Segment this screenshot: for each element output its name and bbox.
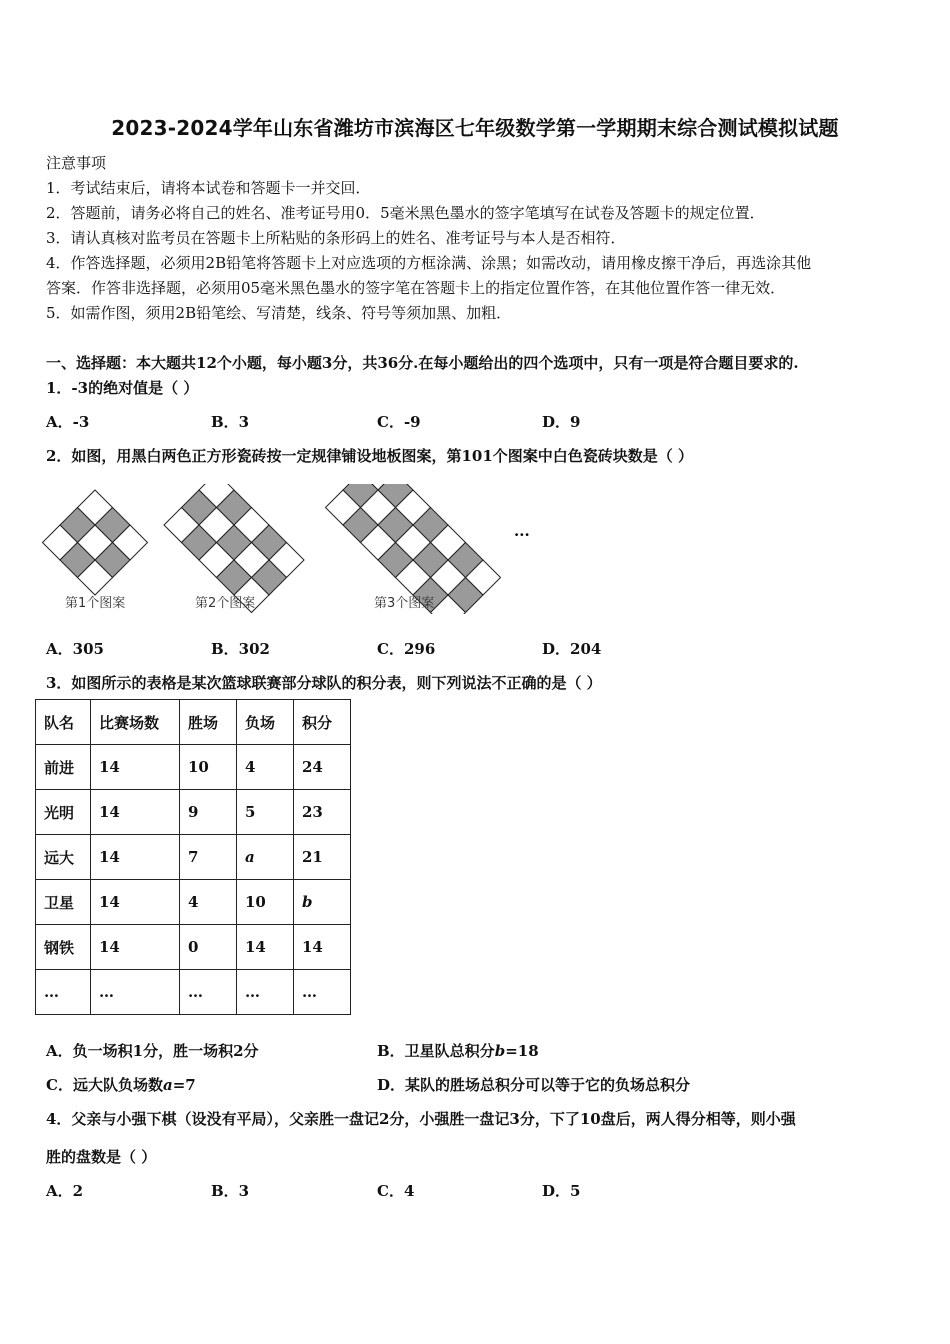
table-cell: 4: [237, 745, 294, 790]
notice-item: 4．作答选择题，必须用2B铅笔将答题卡上对应选项的方框涂满、涂黑；如需改动，请用橡皮擦干净后，再选涂其他: [46, 254, 812, 272]
pattern-ellipsis: ···: [514, 526, 530, 544]
q1-option-c: C．-9: [377, 413, 421, 431]
table-cell: 14: [91, 835, 180, 880]
pattern-3-caption: 第3个图案: [374, 596, 435, 611]
notice-item: 答案．作答非选择题，必须用05毫米黑色墨水的签字笔在答题卡上的指定位置作答，在其他位置作答一律无效．: [46, 279, 786, 297]
table-cell: 23: [294, 790, 351, 835]
table-cell: 14: [91, 925, 180, 970]
table-cell: 0: [180, 925, 237, 970]
table-cell: 9: [180, 790, 237, 835]
notice-heading: 注意事项: [46, 154, 107, 172]
table-row: [36, 925, 351, 970]
pattern-1: [43, 490, 148, 595]
q4-option-c: C．4: [377, 1182, 415, 1200]
q3-option-b-var: b: [494, 1042, 506, 1060]
q1-option-a: A．-3: [46, 413, 90, 431]
table-header-cell: 负场: [237, 700, 294, 745]
q3-option-a: A．负一场积1分，胜一场积2分: [46, 1042, 259, 1060]
question-4-stem: 4．父亲与小强下棋（设没有平局），父亲胜一盘记2分，小强胜一盘记3分，下了10盘后，两人得分相等，则小强: [46, 1110, 796, 1128]
q4-option-a: A．2: [46, 1182, 84, 1200]
tile-pattern-figure: [40, 484, 540, 614]
pattern-2: [164, 484, 304, 613]
table-row: [36, 970, 351, 1015]
notice-item: 2．答题前，请务必将自己的姓名、准考证号用0．5毫米黑色墨水的签字笔填写在试卷及答题卡的规定位置．: [46, 204, 765, 222]
table-cell: 14: [91, 880, 180, 925]
table-cell: 14: [91, 745, 180, 790]
table-cell: …: [36, 970, 91, 1015]
question-3-stem: 3．如图所示的表格是某次篮球联赛部分球队的积分表，则下列说法不正确的是（ ）: [46, 674, 602, 692]
table-row: [36, 790, 351, 835]
table-cell: 钢铁: [36, 925, 91, 970]
q3-option-c-text: C．远大队负场数: [46, 1076, 163, 1094]
table-cell: 21: [294, 835, 351, 880]
question-1-stem: 1．-3的绝对值是（ ）: [46, 379, 199, 397]
table-cell: 24: [294, 745, 351, 790]
table-cell: a: [237, 835, 294, 880]
q2-option-a: A．305: [46, 640, 104, 658]
table-row: [36, 745, 351, 790]
standings-table: [35, 699, 351, 1015]
table-cell: 4: [180, 880, 237, 925]
table-cell: 14: [91, 790, 180, 835]
pattern-1-caption: 第1个图案: [65, 596, 126, 611]
table-cell: 光明: [36, 790, 91, 835]
table-header-cell: 胜场: [180, 700, 237, 745]
table-row: [36, 880, 351, 925]
question-2-stem: 2．如图，用黑白两色正方形瓷砖按一定规律铺设地板图案，第101个图案中白色瓷砖块数是（ ）: [46, 447, 693, 465]
table-cell: 远大: [36, 835, 91, 880]
table-cell: …: [180, 970, 237, 1015]
q3-option-c-value: =7: [172, 1076, 196, 1094]
notice-item: 3．请认真核对监考员在答题卡上所粘贴的条形码上的姓名、准考证号与本人是否相符．: [46, 229, 626, 247]
notice-item: 1．考试结束后，请将本试卷和答题卡一并交回．: [46, 179, 371, 197]
q3-option-b-text: B．卫星队总积分: [377, 1042, 495, 1060]
q4-option-b: B．3: [211, 1182, 250, 1200]
table-cell: 5: [237, 790, 294, 835]
table-header-cell: 队名: [36, 700, 91, 745]
table-cell: …: [294, 970, 351, 1015]
pattern-3: [326, 484, 501, 614]
q3-option-b: [377, 1040, 539, 1061]
table-cell: …: [237, 970, 294, 1015]
q1-option-b: B．3: [211, 413, 250, 431]
question-4-stem-cont: 胜的盘数是（ ）: [46, 1148, 157, 1166]
table-cell: 前进: [36, 745, 91, 790]
q1-option-d: D．9: [542, 413, 581, 431]
table-cell: 10: [237, 880, 294, 925]
q3-option-c-var: a: [162, 1076, 173, 1094]
q4-option-d: D．5: [542, 1182, 581, 1200]
table-cell: 7: [180, 835, 237, 880]
table-header-cell: 积分: [294, 700, 351, 745]
table-cell: b: [294, 880, 351, 925]
q2-option-c: C．296: [377, 640, 436, 658]
pattern-2-caption: 第2个图案: [195, 596, 256, 611]
table-cell: 卫星: [36, 880, 91, 925]
table-header-row: [36, 700, 351, 745]
page-title: 2023-2024学年山东省潍坊市滨海区七年级数学第一学期期末综合测试模拟试题: [111, 116, 839, 140]
section-heading: 一、选择题：本大题共12个小题，每小题3分，共36分.在每小题给出的四个选项中，只有一项是符合题目要求的.: [46, 354, 799, 372]
table-cell: 14: [294, 925, 351, 970]
q3-option-c: [46, 1074, 196, 1095]
table-cell: …: [91, 970, 180, 1015]
notice-item: 5．如需作图，须用2B铅笔绘、写清楚，线条、符号等须加黑、加粗．: [46, 304, 512, 322]
q3-option-d: D．某队的胜场总积分可以等于它的负场总积分: [377, 1076, 691, 1094]
table-cell: 14: [237, 925, 294, 970]
q2-option-b: B．302: [211, 640, 270, 658]
table-header-cell: 比赛场数: [91, 700, 180, 745]
q3-option-b-value: =18: [505, 1042, 539, 1060]
table-row: [36, 835, 351, 880]
q2-option-d: D．204: [542, 640, 602, 658]
table-cell: 10: [180, 745, 237, 790]
